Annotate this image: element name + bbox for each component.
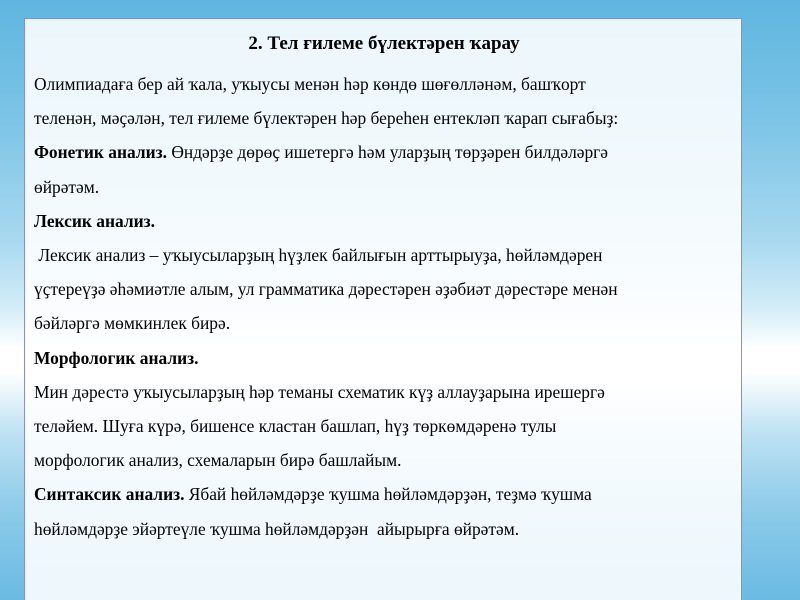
line-text: морфологик анализ, схемаларын бирә башлайым. xyxy=(34,450,402,471)
line-text: өйрәтәм. xyxy=(34,176,100,197)
line-text: теләйем. Шуға күрә, бишенсе кластан башлап, һүҙ төркөмдәренә тулы xyxy=(34,416,557,437)
text-line-13 xyxy=(34,477,734,511)
line-text: теленән, мәҫәлән, тел ғилеме бүлектәрен һәр береһен ентекләп ҡарап сығабыҙ: xyxy=(34,108,619,129)
text-line-12 xyxy=(34,443,734,477)
line-text: үҫтереүҙә әһәмиәтле алым, ул грамматика дәрестәрен әҙәбиәт дәрестәре менән xyxy=(34,279,618,300)
text-line-2 xyxy=(34,101,734,135)
section-heading-syntactic: Синтаксик анализ. xyxy=(34,484,185,505)
text-line-10 xyxy=(34,375,734,409)
line-text: Мин дәрестә уҡыусыларҙың һәр теманы схематик күҙ аллауҙарына ирешергә xyxy=(34,381,605,402)
line-text: Ябай һөйләмдәрҙе ҡушма һөйләмдәрҙән, теҙмә ҡушма xyxy=(184,484,592,505)
text-line-9 xyxy=(34,341,734,375)
slide-body xyxy=(34,67,734,546)
text-line-6 xyxy=(34,238,734,272)
line-text: Өндәрҙе дөрөҫ ишетергә һәм уларҙың төрҙәрен билдәләргә xyxy=(166,142,609,163)
text-line-8 xyxy=(34,306,734,340)
line-text: Олимпиадаға бер ай ҡала, уҡыусы менән һәр көндө шөғөлләнәм, башҡорт xyxy=(34,74,586,94)
text-line-11 xyxy=(34,409,734,443)
section-heading-phonetic: Фонетик анализ. xyxy=(34,142,167,163)
text-line-1 xyxy=(34,67,734,101)
text-line-14 xyxy=(34,512,734,546)
line-text: бәйләргә мөмкинлек бирә. xyxy=(34,313,231,334)
section-heading-morphological: Морфологик анализ. xyxy=(34,347,199,368)
text-line-3 xyxy=(34,135,734,169)
text-line-5 xyxy=(34,204,734,238)
section-heading-lexical: Лексик анализ. xyxy=(34,210,155,231)
line-text: һөйләмдәрҙе эйәртеүле ҡушма һөйләмдәрҙән айырырға өйрәтәм. xyxy=(34,518,520,539)
line-text: Лексик анализ – уҡыусыларҙың һүҙлек байлығын арттырыуҙа, һөйләмдәрен xyxy=(34,245,603,266)
slide-title: 2. Тел ғилеме бүлектәрен ҡарау xyxy=(248,33,520,54)
slide-panel xyxy=(24,18,742,600)
text-line-7 xyxy=(34,272,734,306)
text-line-4 xyxy=(34,170,734,204)
